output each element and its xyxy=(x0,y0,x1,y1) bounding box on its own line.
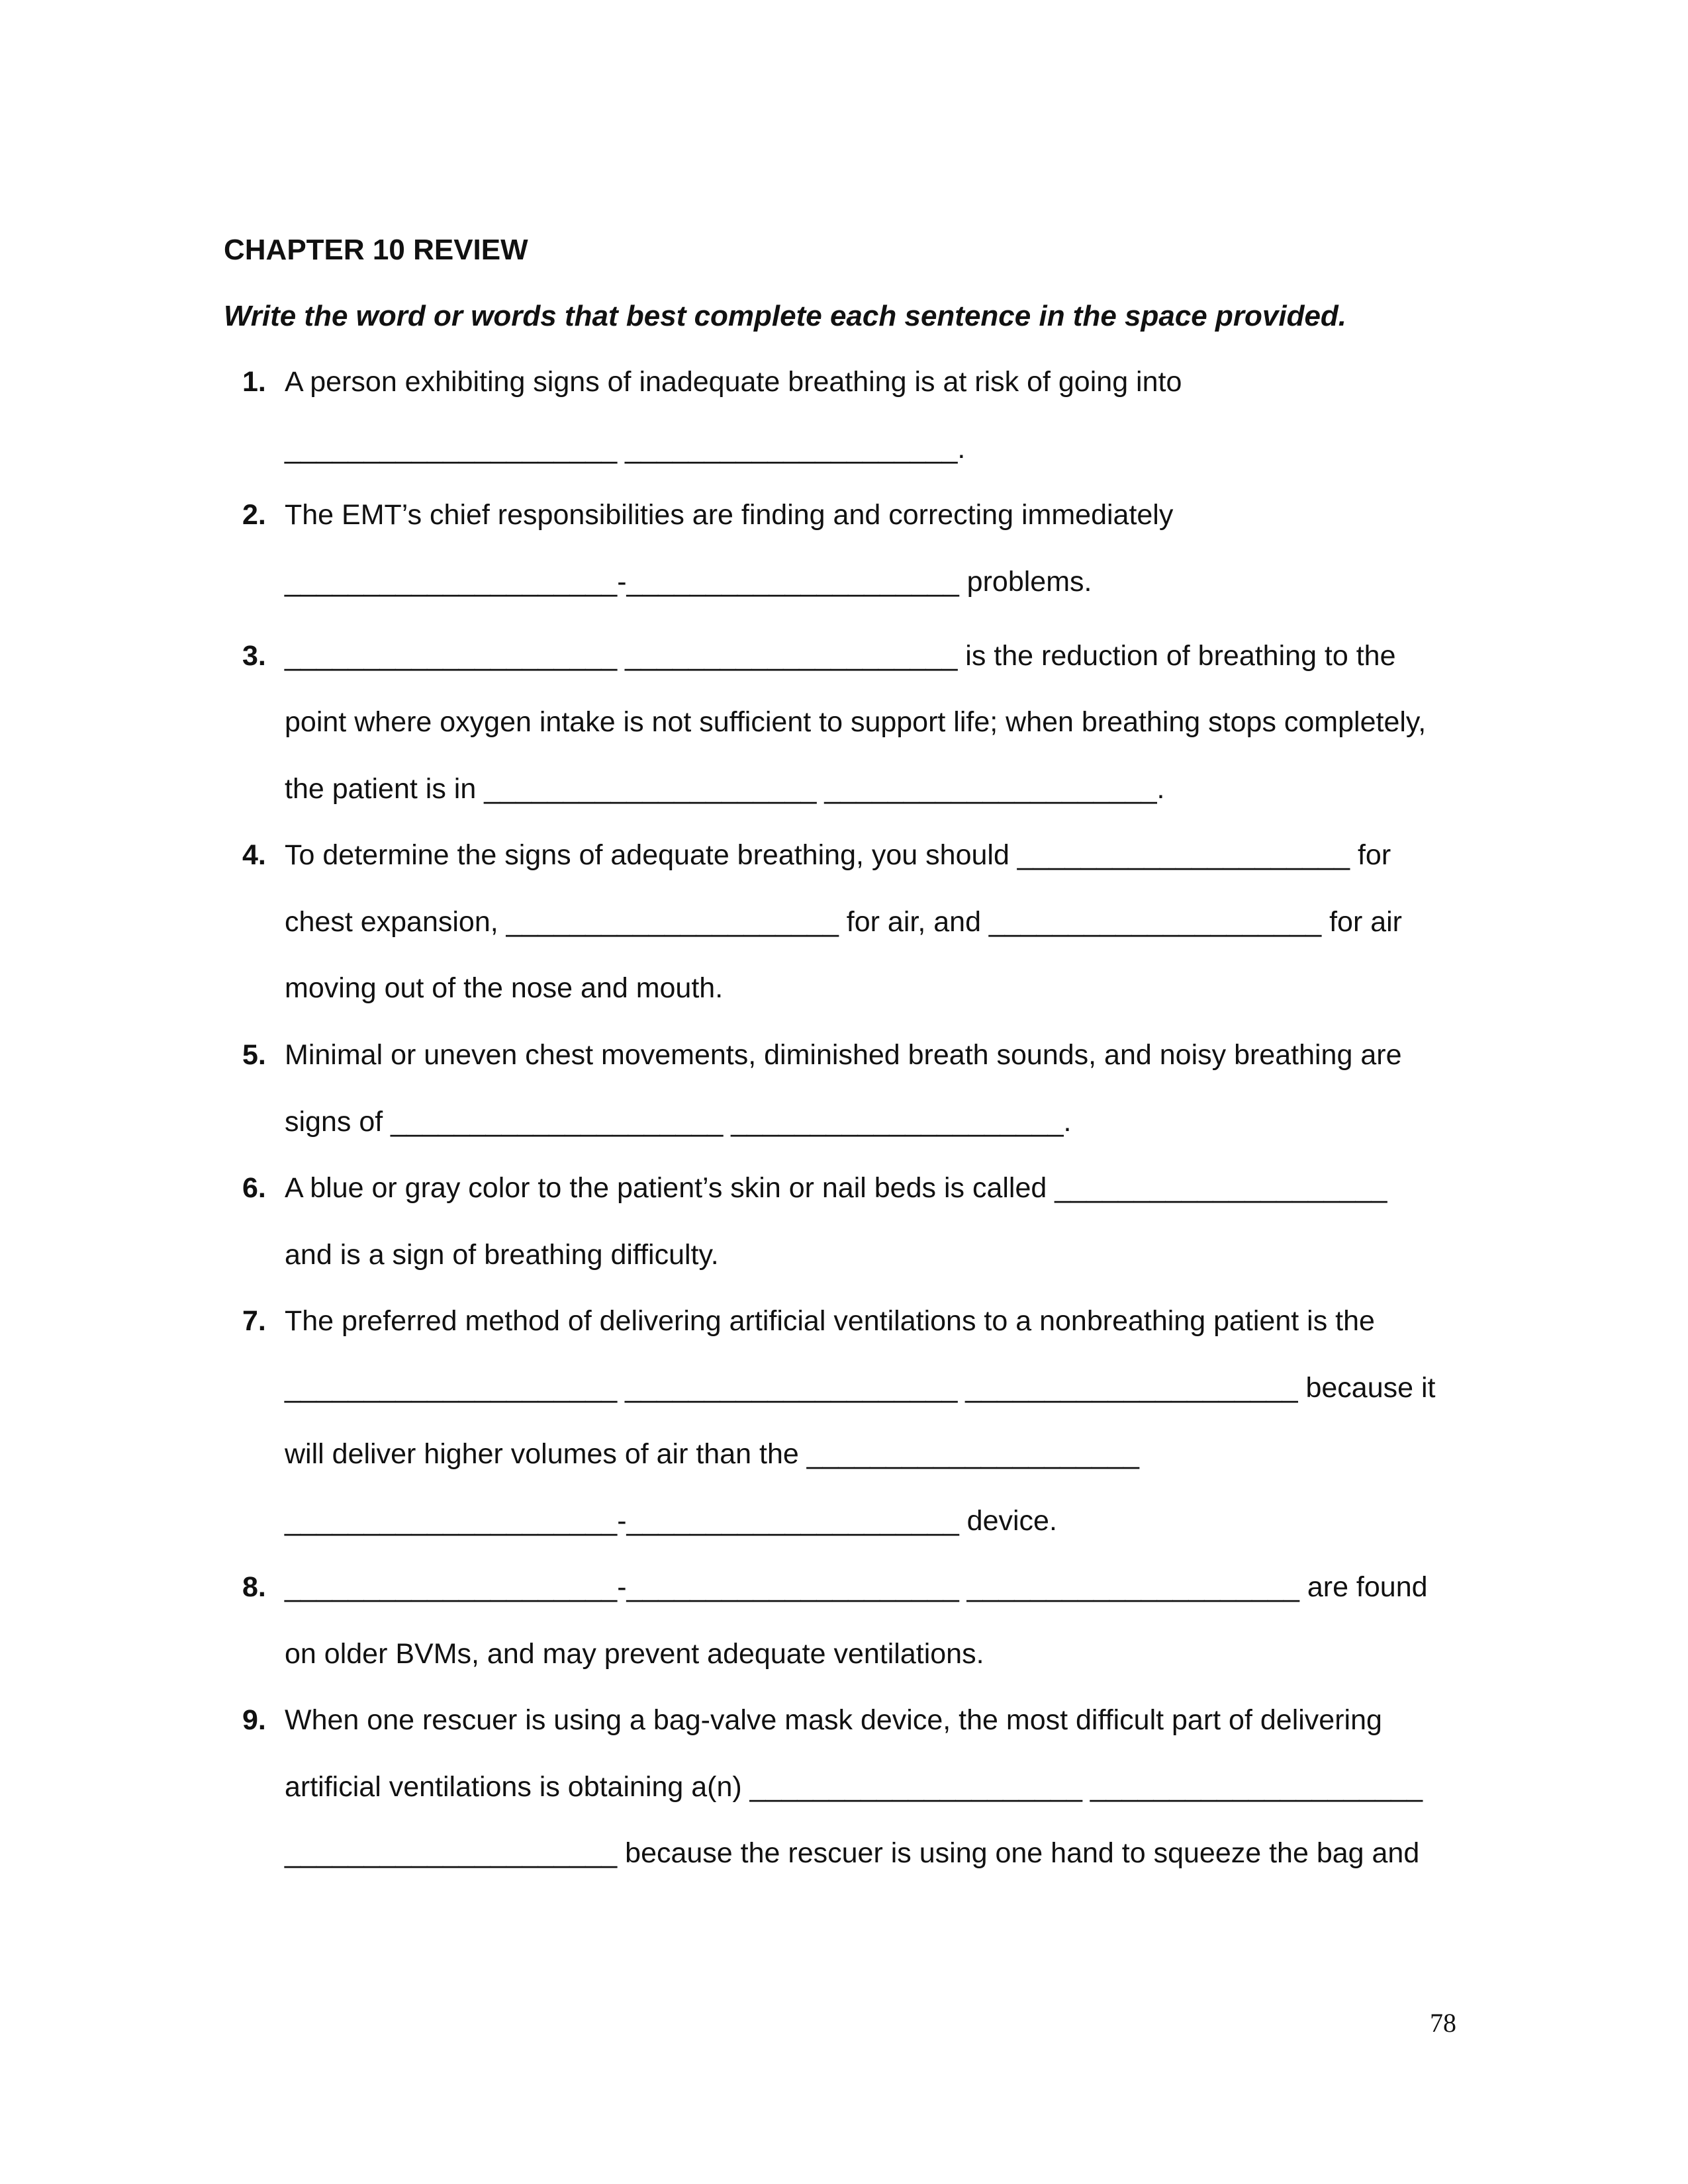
question-8-line-2: on older BVMs, and may prevent adequate ventilations. xyxy=(285,1638,984,1670)
question-8-number: 8. xyxy=(242,1571,266,1603)
question-7-line-1: The preferred method of delivering artificial ventilations to a nonbreathing patient is the xyxy=(285,1305,1375,1337)
question-7-line-2: _____________________ _____________________ _____________________ because it xyxy=(285,1372,1436,1404)
question-1-number: 1. xyxy=(242,366,266,398)
question-2-line-2: _____________________-_____________________ problems. xyxy=(285,566,1092,598)
question-2-line-1: The EMT’s chief responsibilities are finding and correcting immediately xyxy=(285,499,1174,531)
chapter-title: CHAPTER 10 REVIEW xyxy=(224,234,528,266)
question-9-line-3: _____________________ because the rescuer is using one hand to squeeze the bag and xyxy=(285,1837,1420,1869)
question-1-line-2: _____________________ _____________________. xyxy=(285,433,966,465)
instructions: Write the word or words that best complete each sentence in the space provided. xyxy=(224,300,1347,332)
question-5-line-1: Minimal or uneven chest movements, diminished breath sounds, and noisy breathing are xyxy=(285,1039,1402,1071)
question-7-line-4: _____________________-_____________________ device. xyxy=(285,1505,1057,1537)
question-8-line-1: _____________________-_____________________ _____________________ are found xyxy=(285,1571,1428,1603)
question-6-number: 6. xyxy=(242,1172,266,1204)
question-6-line-2: and is a sign of breathing difficulty. xyxy=(285,1239,719,1271)
question-6-line-1: A blue or gray color to the patient’s skin or nail beds is called _____________________ xyxy=(285,1172,1387,1204)
question-3-line-1: _____________________ _____________________ is the reduction of breathing to the xyxy=(285,640,1396,672)
question-3-line-2: point where oxygen intake is not sufficient to support life; when breathing stops completely, xyxy=(285,706,1427,738)
question-9-line-2: artificial ventilations is obtaining a(n) _____________________ _____________________ xyxy=(285,1771,1423,1803)
question-4-line-3: moving out of the nose and mouth. xyxy=(285,972,724,1004)
question-4-line-2: chest expansion, _____________________ for air, and _____________________ for air xyxy=(285,906,1403,938)
question-2-number: 2. xyxy=(242,499,266,531)
question-4-number: 4. xyxy=(242,839,266,871)
question-9-line-1: When one rescuer is using a bag-valve mask device, the most difficult part of delivering xyxy=(285,1704,1382,1736)
question-3-number: 3. xyxy=(242,640,266,672)
question-7-line-3: will deliver higher volumes of air than the _____________________ xyxy=(285,1438,1139,1470)
question-3-line-3: the patient is in _____________________ _____________________. xyxy=(285,773,1165,805)
page-number: 78 xyxy=(1430,2008,1456,2038)
question-5-number: 5. xyxy=(242,1039,266,1071)
question-7-number: 7. xyxy=(242,1305,266,1337)
question-1-line-1: A person exhibiting signs of inadequate breathing is at risk of going into xyxy=(285,366,1182,398)
question-9-number: 9. xyxy=(242,1704,266,1736)
question-4-line-1: To determine the signs of adequate breathing, you should _____________________ for xyxy=(285,839,1391,871)
question-5-line-2: signs of _____________________ _____________________. xyxy=(285,1106,1072,1138)
